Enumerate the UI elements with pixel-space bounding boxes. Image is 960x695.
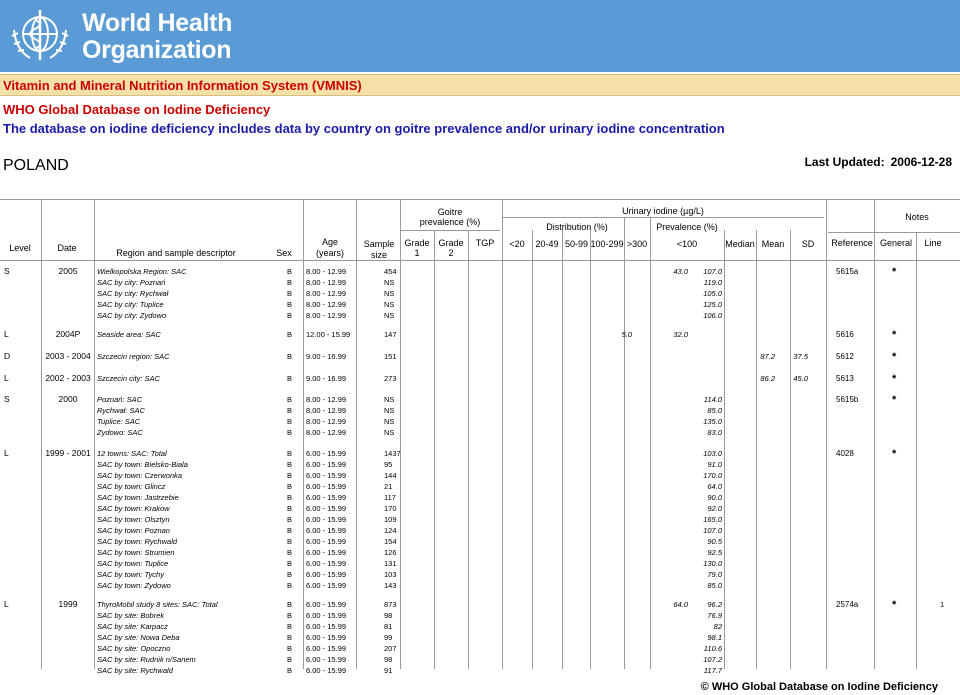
cell-size: 109: [384, 515, 397, 524]
cell-size: 151: [384, 352, 397, 361]
cell-size: 207: [384, 644, 397, 653]
cell-age: 6.00 - 15.99: [306, 471, 347, 480]
copyright-footer: © WHO Global Database on Iodine Deficiency: [700, 681, 938, 693]
cell-median: 92.0: [707, 504, 722, 513]
cell-size: 81: [384, 622, 393, 631]
cell-level: L: [4, 373, 9, 383]
cell-mean: 86.2: [760, 374, 775, 383]
cell-median: 107.2: [703, 655, 722, 664]
goitre-header-divider: [400, 230, 500, 231]
cell-sex: B: [287, 289, 293, 298]
cell-median: 106.0: [703, 311, 722, 320]
cell-age: 8.00 - 12.99: [306, 417, 347, 426]
cell-region: SAC by town: Strumien: [97, 548, 175, 557]
cell-age: 6.00 - 15.99: [306, 666, 347, 675]
header-prev-lt100: <100: [676, 239, 698, 249]
cell-p100: 43.0: [673, 267, 688, 276]
cell-median: 79.0: [707, 570, 722, 579]
cell-median: 98.1: [707, 633, 722, 642]
cell-region: Poznań: SAC: [97, 395, 143, 404]
header-dist-gt300: >300: [626, 239, 648, 249]
cell-ref: 4028: [836, 449, 854, 458]
cell-size: 147: [384, 330, 397, 339]
cell-sex: B: [287, 374, 293, 383]
col-divider: [826, 199, 827, 669]
cell-sex: B: [287, 311, 293, 320]
cell-sex: B: [287, 655, 293, 664]
cell-median: 170.0: [703, 471, 722, 480]
cell-median: 165.0: [703, 515, 722, 524]
cell-level: S: [4, 266, 10, 276]
cell-median: 125.0: [703, 300, 722, 309]
cell-mean: 87.2: [760, 352, 775, 361]
header-distribution: Distribution (%): [546, 222, 608, 232]
cell-region: Zydowo: SAC: [97, 428, 143, 437]
cell-age: 8.00 - 12.99: [306, 289, 347, 298]
cell-region: SAC by town: Rychwald: [97, 537, 178, 546]
cell-median: 117.7: [703, 666, 722, 675]
header-grade2-line2: 2: [448, 248, 454, 258]
cell-ref: 5613: [836, 374, 854, 383]
cell-region: SAC by site: Nowa Deba: [97, 633, 180, 642]
cell-median: 85.0: [707, 406, 722, 415]
cell-region: SAC by city: Rychwał: [97, 289, 169, 298]
cell-median: 103.0: [703, 449, 722, 458]
header-level: Level: [9, 243, 31, 253]
header-region: Region and sample descriptor: [116, 248, 236, 258]
cell-size: 454: [384, 267, 397, 276]
general-note-asterisk: *: [892, 448, 897, 460]
cell-region: SAC by site: Rudnik n/Sanem: [97, 655, 196, 664]
col-divider: [590, 230, 591, 669]
cell-age: 6.00 - 15.99: [306, 504, 347, 513]
organization-name: [82, 10, 232, 64]
cell-size: 124: [384, 526, 397, 535]
header-tgp: TGP: [475, 238, 495, 248]
cell-size: 144: [384, 471, 397, 480]
cell-region: SAC by town: Krakow: [97, 504, 170, 513]
org-line-1: World Health: [82, 9, 233, 37]
header-grade1-line2: 1: [414, 248, 420, 258]
cell-age: 6.00 - 15.99: [306, 515, 347, 524]
cell-median: 85.0: [707, 581, 722, 590]
cell-date: 2005: [58, 266, 78, 276]
header-urinary-iodine: Urinary iodine (µg/L): [622, 206, 704, 216]
header-prevalence: Prevalence (%): [656, 222, 718, 232]
cell-size: 126: [384, 548, 397, 557]
header-age-line2: (years): [315, 248, 344, 258]
cell-size: NS: [384, 278, 395, 287]
cell-level: L: [4, 599, 9, 609]
cell-region: SAC by town: Bielsko-Biala: [97, 460, 188, 469]
cell-sex: B: [287, 267, 293, 276]
header-sex: Sex: [276, 248, 292, 258]
cell-region: SAC by city: Poznań: [97, 278, 166, 287]
cell-region: SAC by town: Olsztyn: [97, 515, 170, 524]
cell-sex: B: [287, 570, 293, 579]
cell-size: 873: [384, 600, 397, 609]
cell-region: SAC by city: Tuplice: [97, 300, 164, 309]
cell-level: L: [4, 329, 9, 339]
cell-level: L: [4, 448, 9, 458]
cell-sex: B: [287, 352, 293, 361]
header-goitre-line2: prevalence (%): [419, 217, 481, 227]
cell-age: 6.00 - 15.99: [306, 600, 347, 609]
cell-age: 8.00 - 12.99: [306, 278, 347, 287]
col-divider: [790, 230, 791, 669]
cell-sex: B: [287, 330, 293, 339]
cell-median: 135.0: [703, 417, 722, 426]
header-dist-20-49: 20-49: [535, 239, 559, 249]
cell-sex: B: [287, 548, 293, 557]
general-note-asterisk: *: [892, 329, 897, 341]
database-title: WHO Global Database on Iodine Deficiency: [3, 102, 271, 117]
cell-median: 90.0: [707, 493, 722, 502]
col-divider: [916, 232, 917, 669]
cell-region: Seaside area: SAC: [97, 330, 161, 339]
cell-size: 1437: [384, 449, 401, 458]
cell-ref: 2574a: [836, 600, 859, 609]
cell-region: Rychwał: SAC: [97, 406, 145, 415]
cell-age: 6.00 - 15.99: [306, 548, 347, 557]
cell-age: 6.00 - 15.99: [306, 633, 347, 642]
cell-size: NS: [384, 428, 395, 437]
col-divider: [502, 199, 503, 669]
header-dist-100-299: 100-299: [590, 239, 624, 249]
cell-age: 8.00 - 12.99: [306, 428, 347, 437]
col-divider: [724, 230, 725, 669]
system-title-bar: [0, 74, 960, 96]
cell-median: 130.0: [703, 559, 722, 568]
cell-size: 98: [384, 655, 393, 664]
cell-sex: B: [287, 581, 293, 590]
table-top-border: [0, 199, 960, 200]
cell-size: 170: [384, 504, 397, 513]
cell-size: 154: [384, 537, 397, 546]
cell-age: 6.00 - 15.99: [306, 644, 347, 653]
cell-size: 91: [384, 666, 393, 675]
cell-sex: B: [287, 666, 293, 675]
cell-sex: B: [287, 600, 293, 609]
who-banner: [0, 0, 960, 72]
col-divider: [468, 230, 469, 669]
cell-age: 6.00 - 15.99: [306, 449, 347, 458]
cell-sex: B: [287, 515, 293, 524]
cell-region: Szczecin region: SAC: [97, 352, 170, 361]
cell-size: NS: [384, 311, 395, 320]
cell-sex: B: [287, 526, 293, 535]
cell-age: 6.00 - 15.99: [306, 581, 347, 590]
cell-age: 6.00 - 15.99: [306, 559, 347, 568]
cell-age: 6.00 - 15.99: [306, 526, 347, 535]
cell-age: 6.00 - 15.99: [306, 611, 347, 620]
cell-size: NS: [384, 300, 395, 309]
cell-size: 117: [384, 493, 396, 502]
cell-ref: 5615b: [836, 395, 859, 404]
header-dist-50-99: 50-99: [564, 239, 589, 249]
cell-median: 114.0: [703, 395, 722, 404]
cell-sex: B: [287, 395, 293, 404]
database-description: The database on iodine deficiency includes data by country on goitre prevalence and/or urinary iodine concentration: [3, 121, 725, 136]
header-dist-lt20: <20: [509, 239, 525, 249]
cell-sex: B: [287, 644, 293, 653]
cell-region: SAC by town: Tychy: [97, 570, 164, 579]
cell-region: SAC by town: Czerwonka: [97, 471, 183, 480]
cell-age: 9.00 - 16.99: [306, 352, 347, 361]
cell-d5: 5.0: [621, 330, 632, 339]
cell-median: 82: [713, 622, 722, 631]
cell-sd: 45.0: [793, 374, 808, 383]
cell-age: 6.00 - 15.99: [306, 482, 347, 491]
cell-level: S: [4, 394, 10, 404]
cell-age: 6.00 - 15.99: [306, 655, 347, 664]
col-divider: [562, 230, 563, 669]
col-divider: [303, 199, 304, 669]
header-grade1-line1: Grade: [404, 238, 430, 248]
cell-median: 107.0: [703, 526, 722, 535]
col-divider: [356, 199, 357, 669]
cell-median: 105.0: [703, 289, 722, 298]
cell-size: 103: [384, 570, 397, 579]
cell-sex: B: [287, 633, 293, 642]
cell-size: NS: [384, 289, 395, 298]
header-sample-line1: Sample: [363, 239, 395, 249]
cell-median: 91.0: [707, 460, 722, 469]
cell-sex: B: [287, 504, 293, 513]
cell-region: ThyroMobil study 8 sites: SAC: Total: [97, 600, 218, 609]
cell-age: 6.00 - 15.99: [306, 622, 347, 631]
cell-median: 83.0: [707, 428, 722, 437]
system-title: Vitamin and Mineral Nutrition Information System (VMNIS): [3, 78, 362, 93]
cell-size: 273: [384, 374, 397, 383]
general-note-asterisk: *: [892, 266, 897, 278]
cell-age: 9.00 - 16.99: [306, 374, 347, 383]
header-sample-line2: size: [370, 250, 387, 260]
header-reference: Reference: [831, 238, 873, 248]
cell-sex: B: [287, 537, 293, 546]
header-sd: SD: [801, 239, 815, 249]
cell-size: NS: [384, 395, 395, 404]
cell-age: 8.00 - 12.99: [306, 406, 347, 415]
cell-date: 2002 - 2003: [45, 373, 91, 383]
ui-header-divider: [502, 217, 824, 218]
general-note-asterisk: *: [892, 599, 897, 611]
notes-header-divider: [828, 232, 960, 233]
cell-median: 110.6: [703, 644, 722, 653]
cell-sex: B: [287, 471, 293, 480]
header-age-line1: Age: [321, 237, 338, 247]
cell-sex: B: [287, 417, 293, 426]
cell-median: 76.9: [707, 611, 722, 620]
header-general: General: [879, 238, 913, 248]
cell-age: 6.00 - 15.99: [306, 570, 347, 579]
col-divider: [434, 230, 435, 669]
cell-region: SAC by town: Poznan: [97, 526, 170, 535]
cell-median: 96.2: [707, 600, 722, 609]
cell-size: 98: [384, 611, 393, 620]
cell-size: NS: [384, 406, 395, 415]
table-header-bottom: [0, 260, 960, 261]
cell-region: SAC by site: Opoczno: [97, 644, 171, 653]
header-mean: Mean: [761, 239, 785, 249]
cell-region: SAC by town: Zydowo: [97, 581, 171, 590]
cell-sex: B: [287, 300, 293, 309]
cell-sex: B: [287, 611, 293, 620]
cell-p100: 32.0: [673, 330, 688, 339]
cell-sex: B: [287, 406, 293, 415]
cell-region: Szczecin city: SAC: [97, 374, 160, 383]
cell-sex: B: [287, 622, 293, 631]
cell-region: SAC by town: Jastrzebie: [97, 493, 179, 502]
cell-size: 95: [384, 460, 393, 469]
cell-size: 99: [384, 633, 393, 642]
cell-date: 2003 - 2004: [45, 351, 91, 361]
cell-sex: B: [287, 460, 293, 469]
last-updated-value: 2006-12-28: [890, 155, 952, 169]
cell-date: 2004P: [55, 329, 81, 339]
header-goitre-line1: Goitre: [437, 207, 463, 217]
cell-region: SAC by site: Bobrek: [97, 611, 165, 620]
cell-median: 64.0: [707, 482, 722, 491]
cell-region: SAC by town: Glincz: [97, 482, 166, 491]
cell-sex: B: [287, 482, 293, 491]
cell-ref: 5615a: [836, 267, 859, 276]
cell-region: SAC by site: Rychwald: [97, 666, 173, 675]
general-note-asterisk: *: [892, 394, 897, 406]
cell-region: Tuplice: SAC: [97, 417, 141, 426]
cell-median: 90.5: [707, 537, 722, 546]
cell-sex: B: [287, 493, 293, 502]
country-name: POLAND: [3, 157, 69, 174]
last-updated-label: Last Updated:: [804, 155, 885, 169]
header-grade2-line1: Grade: [438, 238, 464, 248]
cell-age: 6.00 - 15.99: [306, 460, 347, 469]
header-median: Median: [725, 239, 755, 249]
cell-level: D: [4, 351, 11, 361]
col-divider: [756, 230, 757, 669]
header-date: Date: [57, 243, 77, 253]
cell-sex: B: [287, 278, 293, 287]
cell-age: 6.00 - 15.99: [306, 493, 347, 502]
cell-region: SAC by town: Tuplice: [97, 559, 169, 568]
cell-sd: 37.5: [793, 352, 808, 361]
cell-median: 92.5: [707, 548, 722, 557]
cell-median: 107.0: [703, 267, 722, 276]
cell-date: 1999 - 2001: [45, 448, 91, 458]
cell-p100: 64.0: [673, 600, 688, 609]
cell-ref: 5616: [836, 330, 854, 339]
cell-sex: B: [287, 428, 293, 437]
cell-line: 1: [940, 600, 945, 609]
col-divider: [532, 230, 533, 669]
cell-region: 12 towns: SAC: Total: [97, 449, 167, 458]
cell-date: 1999: [58, 599, 78, 609]
cell-region: Wielkopolska Region: SAC: [97, 267, 187, 276]
cell-size: 21: [384, 482, 393, 491]
general-note-asterisk: *: [892, 373, 897, 385]
header-notes: Notes: [905, 212, 929, 222]
who-emblem-icon: [8, 6, 72, 66]
general-note-asterisk: *: [892, 351, 897, 363]
cell-age: 8.00 - 12.99: [306, 300, 347, 309]
header-line: Line: [924, 238, 942, 248]
cell-age: 8.00 - 12.99: [306, 267, 347, 276]
last-updated: [799, 155, 952, 169]
cell-ref: 5612: [836, 352, 854, 361]
col-divider: [41, 199, 42, 669]
cell-date: 2000: [58, 394, 78, 404]
cell-median: 119.0: [703, 278, 722, 287]
cell-sex: B: [287, 449, 293, 458]
org-line-2: Organization: [82, 36, 232, 64]
cell-age: 8.00 - 12.99: [306, 395, 347, 404]
cell-region: SAC by city: Zydowo: [97, 311, 167, 320]
col-divider: [94, 199, 95, 669]
cell-size: 143: [384, 581, 397, 590]
col-divider: [624, 217, 625, 669]
cell-size: NS: [384, 417, 395, 426]
cell-age: 6.00 - 15.99: [306, 537, 347, 546]
cell-age: 8.00 - 12.99: [306, 311, 347, 320]
cell-size: 131: [384, 559, 397, 568]
cell-sex: B: [287, 559, 293, 568]
cell-region: SAC by site: Karpacz: [97, 622, 168, 631]
cell-age: 12.00 - 15.99: [306, 330, 351, 339]
